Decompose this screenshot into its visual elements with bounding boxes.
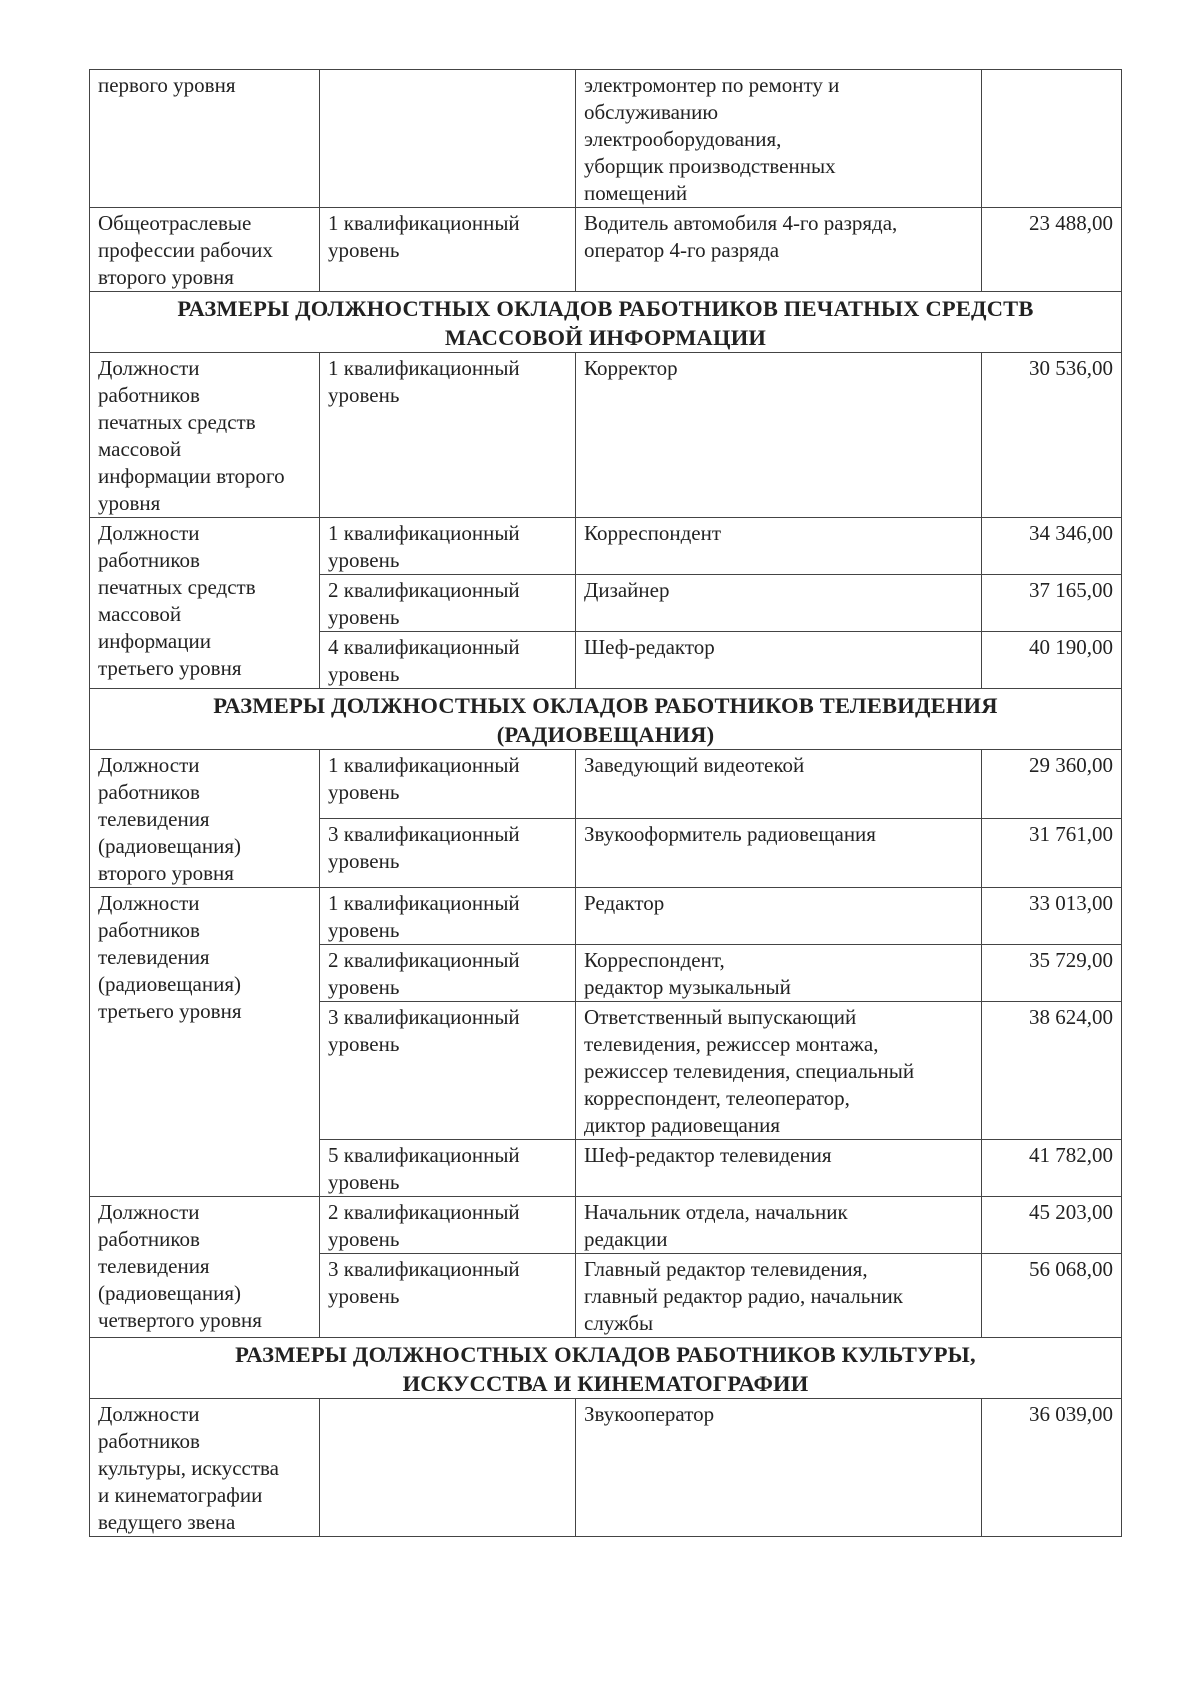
salary-cell: 40 190,00 [982,632,1122,689]
level-cell: 1 квалификационный уровень [320,518,576,575]
level-cell: 4 квалификационный уровень [320,632,576,689]
salary-cell: 29 360,00 [982,750,1122,819]
section-heading-row [90,292,1122,353]
positions-cell: Звукооформитель радиовещания [576,819,982,888]
group-cell: Должности работников культуры, искусства и кинематографии ведущего звена [90,1399,320,1537]
positions-cell: Шеф-редактор [576,632,982,689]
table-row [90,353,1122,518]
salary-cell: 35 729,00 [982,945,1122,1002]
section-heading-row [90,689,1122,750]
table-row [90,208,1122,292]
positions-cell: Корреспондент, редактор музыкальный [576,945,982,1002]
level-cell: 3 квалификационный уровень [320,1002,576,1140]
salary-cell: 31 761,00 [982,819,1122,888]
positions-cell: Ответственный выпускающий телевидения, режиссер монтажа, режиссер телевидения, специальный корреспондент, телеоператор, диктор радиовещания [576,1002,982,1140]
salary-cell: 23 488,00 [982,208,1122,292]
salary-table [89,69,1122,1537]
salary-cell: 30 536,00 [982,353,1122,518]
salary-cell: 56 068,00 [982,1254,1122,1338]
table-row [90,1197,1122,1254]
level-cell: 1 квалификационный уровень [320,208,576,292]
level-cell: 1 квалификационный уровень [320,888,576,945]
group-cell: Должности работников телевидения (радиовещания) четвертого уровня [90,1197,320,1338]
positions-cell: Главный редактор телевидения, главный редактор радио, начальник службы [576,1254,982,1338]
group-cell: первого уровня [90,70,320,208]
positions-cell: Водитель автомобиля 4-го разряда, оператор 4-го разряда [576,208,982,292]
section-heading: РАЗМЕРЫ ДОЛЖНОСТНЫХ ОКЛАДОВ РАБОТНИКОВ КУЛЬТУРЫ, ИСКУССТВА И КИНЕМАТОГРАФИИ [90,1338,1122,1399]
level-cell: 3 квалификационный уровень [320,819,576,888]
level-cell: 1 квалификационный уровень [320,750,576,819]
level-cell [320,70,576,208]
positions-cell: Заведующий видеотекой [576,750,982,819]
section-heading: РАЗМЕРЫ ДОЛЖНОСТНЫХ ОКЛАДОВ РАБОТНИКОВ ТЕЛЕВИДЕНИЯ (РАДИОВЕЩАНИЯ) [90,689,1122,750]
salary-cell: 45 203,00 [982,1197,1122,1254]
level-cell: 1 квалификационный уровень [320,353,576,518]
positions-cell: Корректор [576,353,982,518]
level-cell: 5 квалификационный уровень [320,1140,576,1197]
group-cell: Должности работников телевидения (радиовещания) второго уровня [90,750,320,888]
salary-cell: 33 013,00 [982,888,1122,945]
table-row [90,518,1122,575]
positions-cell: Начальник отдела, начальник редакции [576,1197,982,1254]
table-row [90,888,1122,945]
positions-cell: Дизайнер [576,575,982,632]
positions-cell: Редактор [576,888,982,945]
positions-cell: Шеф-редактор телевидения [576,1140,982,1197]
group-cell: Общеотраслевые профессии рабочих второго уровня [90,208,320,292]
salary-cell: 37 165,00 [982,575,1122,632]
section-heading: РАЗМЕРЫ ДОЛЖНОСТНЫХ ОКЛАДОВ РАБОТНИКОВ ПЕЧАТНЫХ СРЕДСТВ МАССОВОЙ ИНФОРМАЦИИ [90,292,1122,353]
level-cell: 3 квалификационный уровень [320,1254,576,1338]
table-row [90,750,1122,819]
section-heading-row [90,1338,1122,1399]
salary-cell: 41 782,00 [982,1140,1122,1197]
salary-cell: 38 624,00 [982,1002,1122,1140]
level-cell [320,1399,576,1537]
table-row [90,1399,1122,1537]
group-cell: Должности работников печатных средств массовой информации второго уровня [90,353,320,518]
group-cell: Должности работников печатных средств массовой информации третьего уровня [90,518,320,689]
level-cell: 2 квалификационный уровень [320,945,576,1002]
table-row [90,70,1122,208]
group-cell: Должности работников телевидения (радиовещания) третьего уровня [90,888,320,1197]
level-cell: 2 квалификационный уровень [320,1197,576,1254]
positions-cell: Корреспондент [576,518,982,575]
level-cell: 2 квалификационный уровень [320,575,576,632]
salary-cell: 36 039,00 [982,1399,1122,1537]
salary-table-body [90,70,1122,1537]
positions-cell: Звукооператор [576,1399,982,1537]
positions-cell: электромонтер по ремонту и обслуживанию электрооборудования, уборщик производственных помещений [576,70,982,208]
salary-cell: 34 346,00 [982,518,1122,575]
salary-cell [982,70,1122,208]
